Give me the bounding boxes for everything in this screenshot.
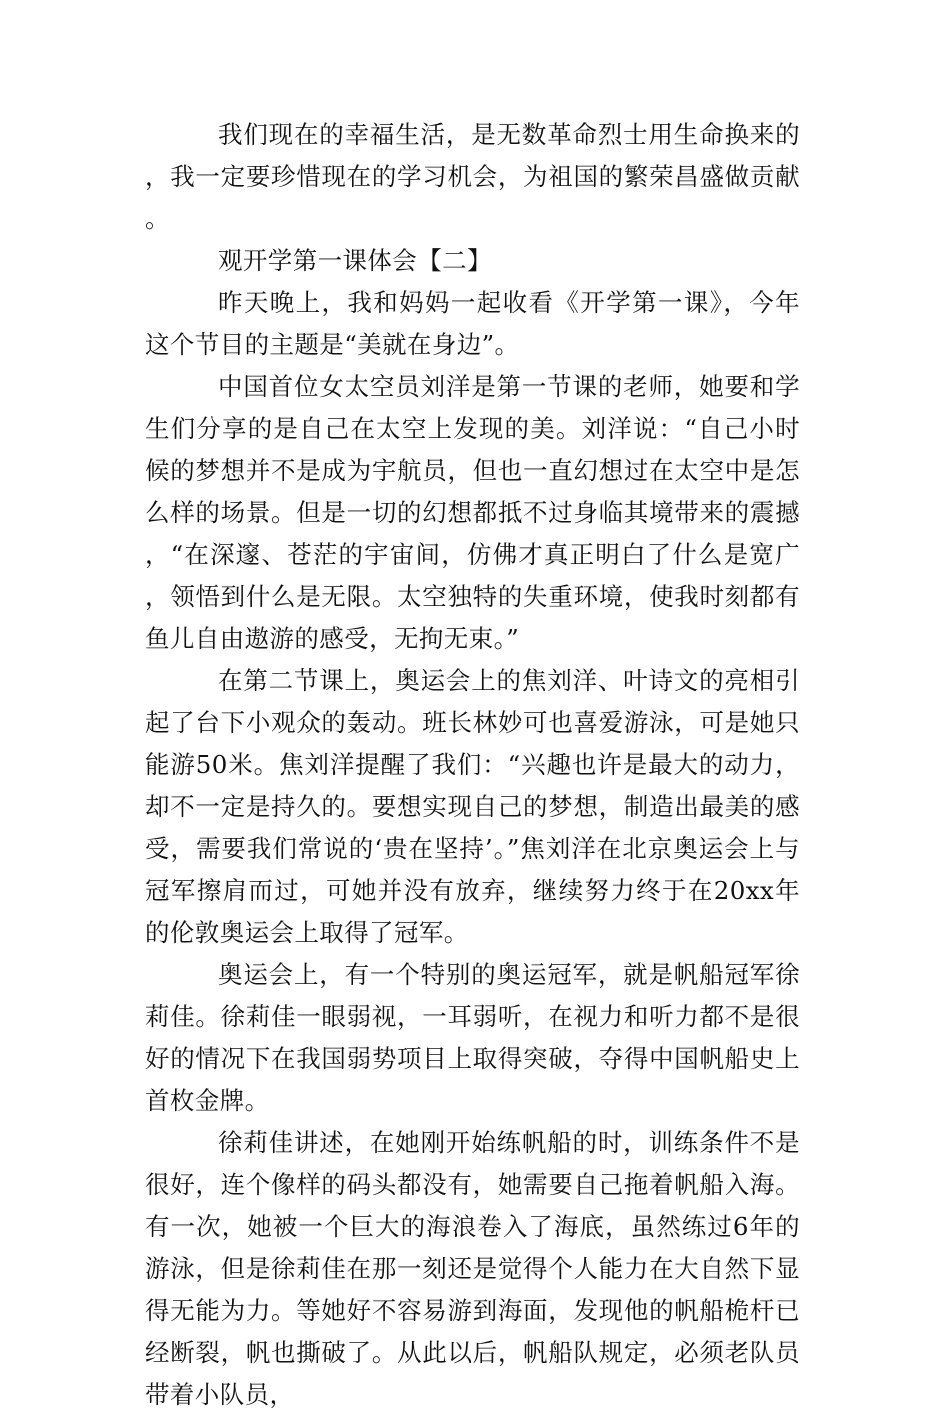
paragraph-2: 中国首位女太空员刘洋是第一节课的老师，她要和学生们分享的是自己在太空上发现的美。刘洋说：“自己小时候的梦想并不是成为宇航员，但也一直幻想过在太空中是怎么样的场景。但是一切的幻想都抵不过身临其境带来的震撼，“在深邃、苍茫的宇宙间，仿佛才真正明白了什么是宽广，领悟到什么是无限。太空独特的失重环境，使我时刻都有鱼儿自由遨游的感受，无拘无束。” [145,372,800,653]
paragraph-intro: 我们现在的幸福生活，是无数革命烈士用生命换来的，我一定要珍惜现在的学习机会，为祖国的繁荣昌盛做贡献。 [145,120,800,233]
paragraph-5: 徐莉佳讲述，在她刚开始练帆船的时，训练条件不是很好，连个像样的码头都没有，她需要自己拖着帆船入海。有一次，她被一个巨大的海浪卷入了海底，虽然练过6年的游泳，但是徐莉佳在那一刻还是觉得个人能力在大自然下显得无能为力。等她好不容易游到海面，发现他的帆船桅杆已经断裂，帆也撕破了。从此以后，帆船队规定，必须老队员带着小队员， [145,1128,800,1409]
paragraph-3: 在第二节课上，奥运会上的焦刘洋、叶诗文的亮相引起了台下小观众的轰动。班长林妙可也喜爱游泳，可是她只能游50米。焦刘洋提醒了我们：“兴趣也许是最大的动力，却不一定是持久的。要想实现自己的梦想，制造出最美的感受，需要我们常说的‘贵在坚持’。”焦刘洋在北京奥运会上与冠军擦肩而过，可她并没有放弃，继续努力终于在20xx年的伦敦奥运会上取得了冠军。 [145,666,800,947]
document-body [145,114,800,1416]
paragraph-4: 奥运会上，有一个特别的奥运冠军，就是帆船冠军徐莉佳。徐莉佳一眼弱视，一耳弱听，在视力和听力都不是很好的情况下在我国弱势项目上取得突破，夺得中国帆船史上首枚金牌。 [145,960,800,1115]
paragraph-1: 昨天晚上，我和妈妈一起收看《开学第一课》，今年这个节目的主题是“美就在身边”。 [145,288,800,359]
section-heading: 观开学第一课体会【二】 [218,246,492,275]
